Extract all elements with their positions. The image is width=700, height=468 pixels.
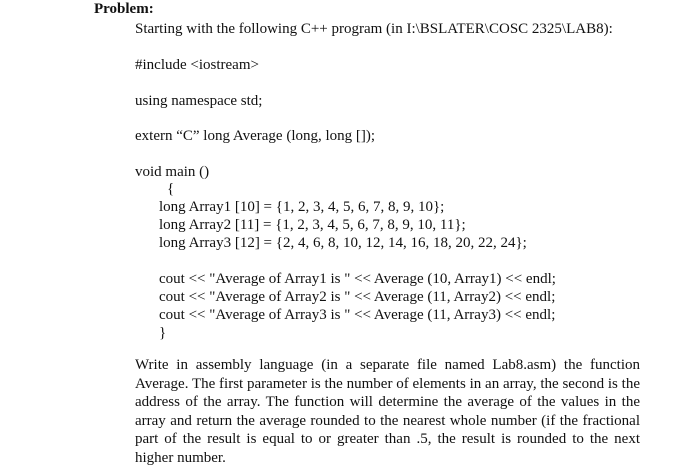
code-open-brace: { bbox=[167, 181, 175, 197]
problem-heading: Problem: bbox=[94, 1, 154, 17]
code-array1-line: long Array1 [10] = {1, 2, 3, 4, 5, 6, 7, 8, 9, 10}; bbox=[159, 199, 445, 215]
description-paragraph: Write in assembly language (in a separate file named Lab8.asm) the function Average. The first parameter is the number of elements in an array, the second is the address of the array. The function will determine the average of the values in the array and return the average rounded to the nearest whole number (if the fractional part of the result is equal to or greater than .5, the result is rounded to the next higher number. bbox=[135, 357, 640, 466]
code-using-line: using namespace std; bbox=[135, 93, 263, 109]
code-close-brace: } bbox=[159, 325, 167, 341]
intro-text: Starting with the following C++ program (in I:\BSLATER\COSC 2325\LAB8): bbox=[135, 21, 613, 37]
code-extern-line: extern “C” long Average (long, long []); bbox=[135, 128, 376, 144]
code-cout3-line: cout << "Average of Array3 is " << Average (11, Array3) << endl; bbox=[159, 307, 556, 323]
code-cout1-line: cout << "Average of Array1 is " << Average (10, Array1) << endl; bbox=[159, 271, 556, 287]
code-array2-line: long Array2 [11] = {1, 2, 3, 4, 5, 6, 7, 8, 9, 10, 11}; bbox=[159, 217, 466, 233]
code-cout2-line: cout << "Average of Array2 is " << Average (11, Array2) << endl; bbox=[159, 289, 556, 305]
code-include-line: #include <iostream> bbox=[135, 57, 259, 73]
code-main-signature: void main () bbox=[135, 164, 210, 180]
code-array3-line: long Array3 [12] = {2, 4, 6, 8, 10, 12, 14, 16, 18, 20, 22, 24}; bbox=[159, 235, 527, 251]
